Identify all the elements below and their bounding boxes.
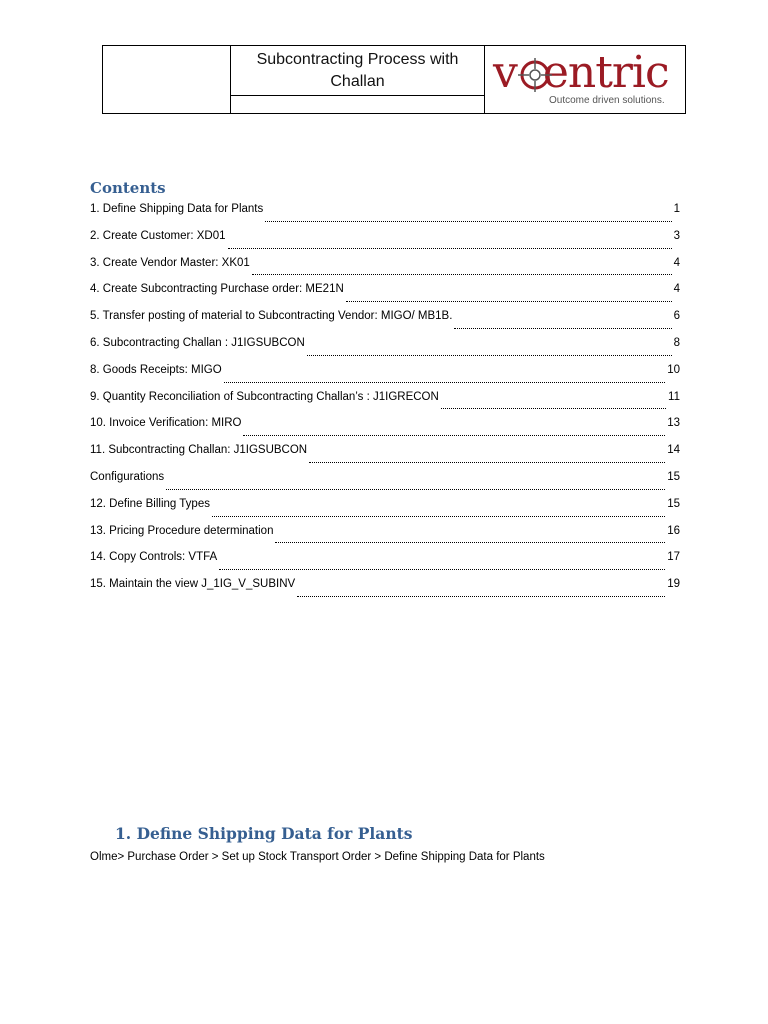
document-title-line2: Challan <box>330 73 385 90</box>
toc-entry-page-number: 10 <box>667 363 680 376</box>
toc-entry-page-number: 4 <box>673 256 680 269</box>
toc-entry[interactable] <box>90 230 680 257</box>
toc-entry-page-number: 19 <box>667 578 680 591</box>
toc-entry-leader <box>454 327 671 329</box>
logo-brand-text: v entric <box>493 47 669 98</box>
toc-entry-label: 2. Create Customer: XD01 <box>90 229 226 242</box>
toc-entry-leader <box>309 461 665 463</box>
toc-entry[interactable] <box>90 337 680 364</box>
toc-entry-page-number: 15 <box>667 470 680 483</box>
toc-entry[interactable] <box>90 310 680 337</box>
toc-entry-label: 6. Subcontracting Challan : J1IGSUBCON <box>90 336 305 349</box>
toc-entry-label: 5. Transfer posting of material to Subcontracting Vendor: MIGO/ MB1B. <box>90 310 453 323</box>
toc-entry-label: 15. Maintain the view J_1IG_V_SUBINV <box>90 578 296 591</box>
toc-entry-label: 11. Subcontracting Challan: J1IGSUBCON <box>90 444 308 457</box>
toc-entry-label: Configurations <box>90 470 165 483</box>
toc-entry[interactable] <box>90 391 680 418</box>
toc-entry-label: 9. Quantity Reconciliation of Subcontracting Challan’s : J1IGRECON <box>90 390 439 403</box>
toc-entry-page-number: 16 <box>667 524 680 537</box>
toc-entry-label: 12. Define Billing Types <box>90 497 210 510</box>
toc-entry-page-number: 13 <box>667 417 680 430</box>
toc-entry-page-number: 6 <box>673 310 680 323</box>
toc-entry-leader <box>275 541 665 543</box>
toc-entry-page-number: 14 <box>667 444 680 457</box>
toc-entry-label: 8. Goods Receipts: MIGO <box>90 363 222 376</box>
toc-entry-label: 3. Create Vendor Master: XK01 <box>90 256 250 269</box>
toc-entry[interactable] <box>90 471 680 498</box>
toc-entry-label: 4. Create Subcontracting Purchase order: ME21N <box>90 283 344 296</box>
toc-entry-page-number: 4 <box>673 283 680 296</box>
toc-entry-leader <box>219 568 665 570</box>
contents-heading: Contents <box>90 179 166 197</box>
toc-entry-leader <box>224 381 666 383</box>
toc-entry-leader <box>297 595 665 597</box>
header-cell-empty <box>103 46 231 113</box>
document-title-line1: Subcontracting Process with <box>256 51 459 68</box>
toc-entry-page-number: 11 <box>668 390 680 403</box>
toc-entry-label: 1. Define Shipping Data for Plants <box>90 203 264 215</box>
toc-entry-leader <box>265 220 671 222</box>
logo-crosshair-icon <box>518 58 552 92</box>
toc-entry[interactable] <box>90 551 680 578</box>
toc-entry-page-number: 8 <box>673 336 680 349</box>
toc-entry-leader <box>212 515 665 517</box>
toc-entry-leader <box>307 354 672 356</box>
section-1-menu-path: Olme> Purchase Order > Set up Stock Transport Order > Define Shipping Data for Plants <box>90 851 545 863</box>
toc-entry[interactable] <box>90 444 680 471</box>
toc-entry-page-number: 3 <box>673 229 680 242</box>
toc-entry-page-number: 17 <box>667 551 680 564</box>
toc-entry-page-number: 15 <box>667 497 680 510</box>
toc-entry[interactable] <box>90 203 680 230</box>
toc-entry-leader <box>252 273 672 275</box>
toc-entry[interactable] <box>90 283 680 310</box>
document-title <box>231 46 485 96</box>
toc-entry-label: 13. Pricing Procedure determination <box>90 524 274 537</box>
toc-entry-leader <box>243 434 665 436</box>
toc-entry[interactable] <box>90 578 680 605</box>
header-cell-subtitle-empty <box>231 96 485 114</box>
toc-entry-leader <box>166 488 665 490</box>
company-logo <box>485 46 685 113</box>
toc-entry[interactable] <box>90 364 680 391</box>
toc-entry-leader <box>228 247 672 249</box>
toc-entry[interactable] <box>90 417 680 444</box>
toc-entry[interactable] <box>90 257 680 284</box>
toc-entry-label: 10. Invoice Verification: MIRO <box>90 417 242 430</box>
toc-entry-leader <box>441 407 666 409</box>
toc-entry-page-number: 1 <box>673 203 680 215</box>
toc-entry[interactable] <box>90 525 680 552</box>
logo-tagline: Outcome driven solutions. <box>549 95 665 106</box>
toc-entry-leader <box>346 300 672 302</box>
table-of-contents <box>90 203 680 605</box>
section-1-heading: 1. Define Shipping Data for Plants <box>115 824 413 843</box>
toc-entry[interactable] <box>90 498 680 525</box>
document-header-table <box>102 45 686 114</box>
toc-entry-label: 14. Copy Controls: VTFA <box>90 551 218 564</box>
